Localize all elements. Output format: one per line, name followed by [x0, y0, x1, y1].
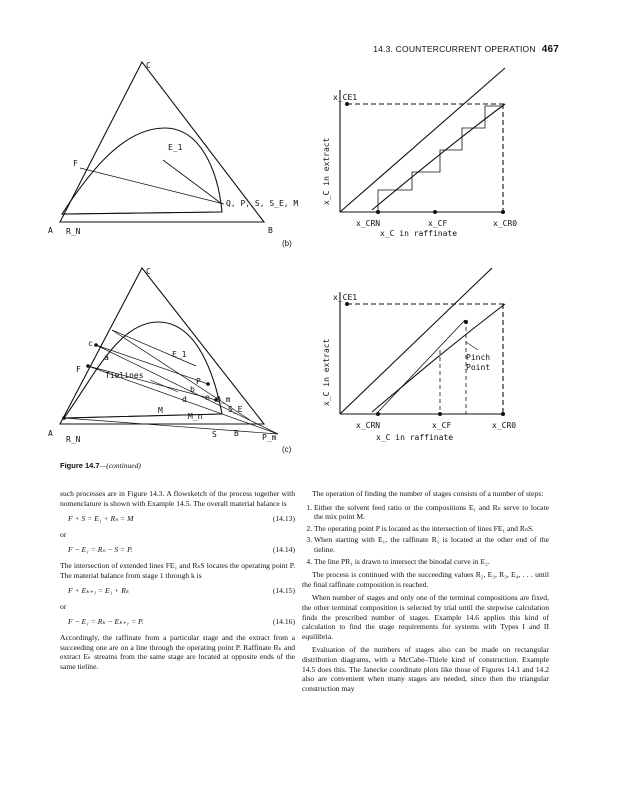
- paragraph: When number of stages and only one of the terminal compositions are fixed, the other terminal composition is selected by trial until the stepwise calculation finds the prescribed number of stages. Example 14.6 applies this kind of calculation to find the stage requirements for systems with Types I and II equilibria.: [302, 593, 549, 641]
- y-axis-label-b: x_C in extract: [322, 137, 331, 205]
- triangle-outline-b: [60, 62, 264, 222]
- paragraph: The process is continued with the succeeding values R₂, E₃, R₃, E₄, . . . until the final raffinate composition is reached.: [302, 570, 549, 589]
- label-tl-a: a: [104, 353, 109, 362]
- or-text: or: [60, 601, 67, 611]
- label-p-c: P: [196, 377, 201, 386]
- step-item: 1. Either the solvent feed ratio or the compositions E₁ and Rₙ serve to locate the mix point M.: [314, 503, 549, 522]
- x-axis-label-c: x_C in raffinate: [376, 433, 454, 442]
- label-mn-c: M_n: [188, 412, 203, 421]
- equation-14-16: F − E₁ = Rₖ − Eₖ₊₁ = P. (14.16): [68, 617, 295, 627]
- label-se-c: S_E: [228, 405, 243, 414]
- equation-14-15: F + Eₖ₊₁ = E₁ + Rₖ (14.15): [68, 586, 295, 596]
- label-e-c: e: [205, 393, 210, 402]
- or-text: or: [60, 529, 67, 539]
- x-axis-label-b: x_C in raffinate: [380, 229, 458, 238]
- label-f-c: F: [76, 365, 81, 374]
- paragraph: The operation of finding the number of stages consists of a number of steps:: [312, 489, 544, 498]
- binodal-curve-c: [64, 322, 222, 418]
- label-rn-b: R_N: [66, 227, 81, 236]
- label-s-c: S: [212, 430, 217, 439]
- line-f-q-b: [80, 168, 224, 204]
- tielines-pointer-c: [150, 380, 178, 392]
- label-tielines-c: Tielines: [105, 371, 144, 380]
- operating-line-c: [378, 320, 465, 412]
- steps-list: [302, 503, 549, 567]
- label-e1-c: E_1: [172, 350, 187, 359]
- paragraph: such processes are in Figure 14.3. A flowsketch of the process together with nomenclature is shown with Example 14.5. The overall material balance is: [60, 489, 295, 508]
- paragraph: Evaluation of the numbers of stages also can be made on rectangular distribution diagrams, with a McCabe–Thiele kind of construction. Example 14.5 does this. The Janecke coordinate plots like those of Figures 14.1 and 14.2 also are convenient when many stages are needed, since then the triangular construction may: [302, 645, 549, 693]
- tick-xcf-b: x_CF: [428, 219, 448, 228]
- line-e1-b: [163, 160, 222, 204]
- pinch-pointer-c: [466, 342, 478, 350]
- op-line-1-c: [64, 418, 278, 434]
- left-column: [60, 489, 295, 675]
- tick-xcrn-b: x_CRN: [356, 219, 381, 228]
- tick-xce1-c: x_CE1: [333, 293, 358, 302]
- label-pm-c: P_m: [262, 433, 277, 442]
- distribution-plot-b: [340, 68, 505, 212]
- tick-xcr0-b: x_CR0: [493, 219, 518, 228]
- label-rn-c: R_N: [66, 435, 81, 444]
- panel-label-b: (b): [282, 239, 292, 248]
- distribution-plot-c: [340, 268, 505, 414]
- triangle-diagram-c: [60, 268, 278, 434]
- label-a-b: A: [48, 226, 53, 235]
- step-item: 4. The line PR₁ is drawn to intersect the binodal curve in E₂.: [314, 557, 549, 567]
- label-f-b: F: [73, 159, 78, 168]
- panel-label-c: (c): [282, 445, 292, 454]
- op-line-3-c: [96, 345, 278, 434]
- right-column: [302, 489, 549, 697]
- step-item: 3. When starting with E₁, the raffinate R₁ is located at the other end of the tieline.: [314, 535, 549, 554]
- diagonal-c: [340, 268, 492, 414]
- paragraph: Accordingly, the raffinate from a particular stage and the extract from a succeeding one are on a line through the operating point P. Raffinate Rₖ and extract Eₖ streams from the same stage are located at opposite ends of the same tieline.: [60, 632, 295, 671]
- label-tl-b: b: [190, 385, 195, 394]
- tick-xcr0-c: x_CR0: [492, 421, 517, 430]
- stairs-b: [378, 106, 503, 210]
- label-c-c: C: [146, 267, 151, 276]
- pinch-label-2: Point: [466, 363, 491, 372]
- section-title: 14.3. COUNTERCURRENT OPERATION: [373, 44, 536, 54]
- diagonal-b: [340, 68, 505, 212]
- label-tl-c: c: [88, 339, 93, 348]
- caption-rest: —(continued): [99, 461, 141, 470]
- triangle-diagram-b: [60, 62, 264, 222]
- label-m-c: M: [158, 406, 163, 415]
- equation-14-13: F + S = E₁ + Rₙ = M (14.13): [68, 514, 295, 524]
- page-number: 467: [541, 44, 559, 55]
- label-qm-c: Q_m: [216, 395, 231, 404]
- label-b-c: B: [234, 429, 239, 438]
- label-e1-b: E_1: [168, 143, 183, 152]
- label-c-b: C: [146, 61, 151, 70]
- caption-label: Figure 14.7: [60, 461, 100, 470]
- label-b-b: B: [268, 226, 273, 235]
- pinch-label-1: Pinch: [466, 353, 491, 362]
- tick-xcrn-c: x_CRN: [356, 421, 381, 430]
- y-axis-label-c: x_C in extract: [322, 338, 331, 406]
- tick-xcf-c: x_CF: [432, 421, 452, 430]
- label-tl-d: d: [182, 395, 187, 404]
- paragraph: The intersection of extended lines FE₁ and RₙS locates the operating point P. The material balance from stage 1 through k is: [60, 560, 295, 580]
- figure-caption: [60, 461, 141, 470]
- tick-xce1-b: x_CE1: [333, 93, 358, 102]
- step-item: 2. The operating point P is located as the intersection of lines FE₁ and RₙS.: [314, 524, 549, 534]
- label-q-b: Q, P, S, S_E, M: [226, 199, 299, 208]
- equation-14-14: F − E₁ = Rₙ − S = P. (14.14): [68, 545, 295, 555]
- tieline-b-rn: [62, 212, 222, 214]
- tieline-3-c: [112, 330, 196, 366]
- label-a-c: A: [48, 429, 53, 438]
